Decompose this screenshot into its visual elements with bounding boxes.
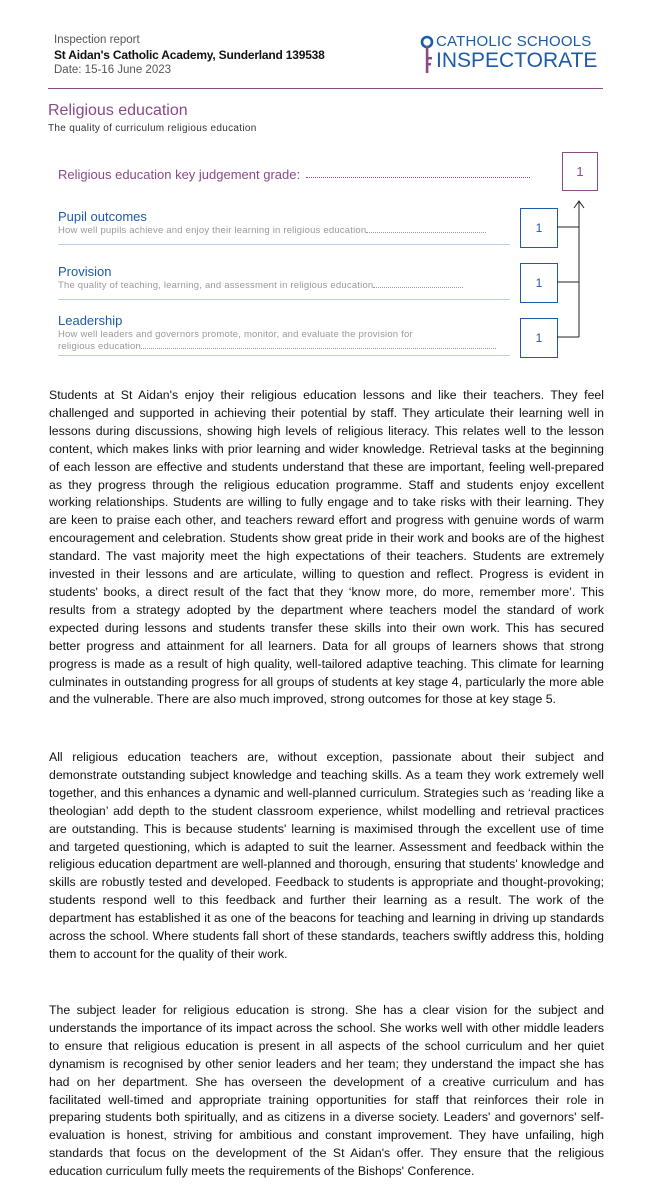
section-subtitle: The quality of curriculum religious education bbox=[48, 123, 257, 134]
report-label: Inspection report bbox=[54, 34, 140, 46]
section-title: Religious education bbox=[48, 102, 188, 119]
grade-value: 1 bbox=[535, 221, 543, 235]
judgement-description: The quality of teaching, learning, and assessment in religious education bbox=[58, 280, 374, 291]
logo-line-1: CATHOLIC SCHOOLS bbox=[436, 33, 592, 50]
paragraph-outcomes: Students at St Aidan's enjoy their religious education lessons and like their teachers. They feel challenged and supported in achieving their potential by staff. They articulate their learning well in lessons during discussions, showing high levels of religious literacy. This relates well to the lesson content, which makes links with prior learning and wider knowledge. Retrieval tasks at the beginning of each lesson are effective and students understand that these are important, feeling well-prepared as they progress through the religious education programme. Staff and students enjoy excellent working relationships. Students are willing to fully engage and to take risks with their learning. They are keen to praise each other, and teachers reward effort and progress with genuine words of warm encouragement and celebration. Students show great pride in their work and books are of the highest standard. The vast majority meet the high expectations of their teachers. Students are extremely invested in their lessons and are articulate, willing to question and reflect. Progress is evident in students' books, a direct result of the fact that they ‘know more, do more, remember more’. This results from a strategy adopted by the department where teachers model the standard of work expected during lessons and students transfer these skills into their own work. This has secured better progress and attainment for all learners. Data for all groups of learners shows that strong progress is made as a result of high quality, well-tailored adaptive teaching. This climate for learning culminates in outstanding progress for all groups of students at key stage 4, particularly the more able and the vulnerable. There are also much improved, strong outcomes for those at key stage 5. bbox=[49, 388, 604, 707]
grade-connector-lines bbox=[0, 0, 655, 380]
key-judgement-label: Religious education key judgement grade: bbox=[58, 167, 301, 182]
judgement-description: How well leaders and governors promote, monitor, and evaluate the provision for bbox=[58, 329, 413, 340]
judgement-description: How well pupils achieve and enjoy their learning in religious education bbox=[58, 225, 367, 236]
paragraph-leadership: The subject leader for religious education is strong. She has a clear vision for the subject and understands the importance of its impact across the school. She works well with other middle leaders to ensure that religious education is present in all aspects of the school curriculum and her quiet dynamism is recognised by other senior leaders and her team; they understand the impact she has had on her department. She has overseen the development of a creative curriculum and has facilitated well-timed and appropriate training opportunities for staff that reinforces their role in preparing students both spiritually, and as citizens in a diverse society. Leaders' and governors' self-evaluation is honest, striving for ambitious and constant improvement. They have unfailing, high standards that focus on the development of the St Aidan's offer. They ensure that the religious education curriculum fully meets the requirements of the Bishops' Conference. bbox=[49, 1003, 604, 1179]
logo-line-2: INSPECTORATE bbox=[436, 49, 598, 72]
grade-value: 1 bbox=[535, 331, 543, 345]
judgement-title: Provision bbox=[58, 264, 112, 279]
paragraph-provision: All religious education teachers are, without exception, passionate about their subject and demonstrate outstanding subject knowledge and teaching skills. As a team they work extremely well together, and this enhances a dynamic and well-planned curriculum. Strategies such as ‘reading like a theologian’ add depth to the student classroom experience, whilst modelling and retrieval practices are outstanding. This is because students' learning is maximised through the excellent use of time and targeted questioning, which is adapted to suit the learner. Assessment and feedback within the religious education department are well-planned and thorough, ensuring that students' knowledge and skills are robustly tested and developed. Feedback to students is appropriate and thought-provoking; students respond well to this feedback and further their learning as a result. The work of the department has established it as one of the beacons for teaching and learning in driving up standards across the school. Where students fall short of these standards, teachers swiftly address this, holding them to account for the quality of their work. bbox=[49, 750, 604, 961]
school-name: St Aidan's Catholic Academy, Sunderland 139538 bbox=[54, 48, 325, 62]
judgement-description-cont: religious education bbox=[58, 341, 142, 352]
judgement-title: Leadership bbox=[58, 313, 123, 328]
judgement-title: Pupil outcomes bbox=[58, 209, 147, 224]
grade-value: 1 bbox=[535, 276, 543, 290]
key-grade-value: 1 bbox=[576, 164, 584, 179]
inspection-date: Date: 15-16 June 2023 bbox=[54, 64, 172, 76]
